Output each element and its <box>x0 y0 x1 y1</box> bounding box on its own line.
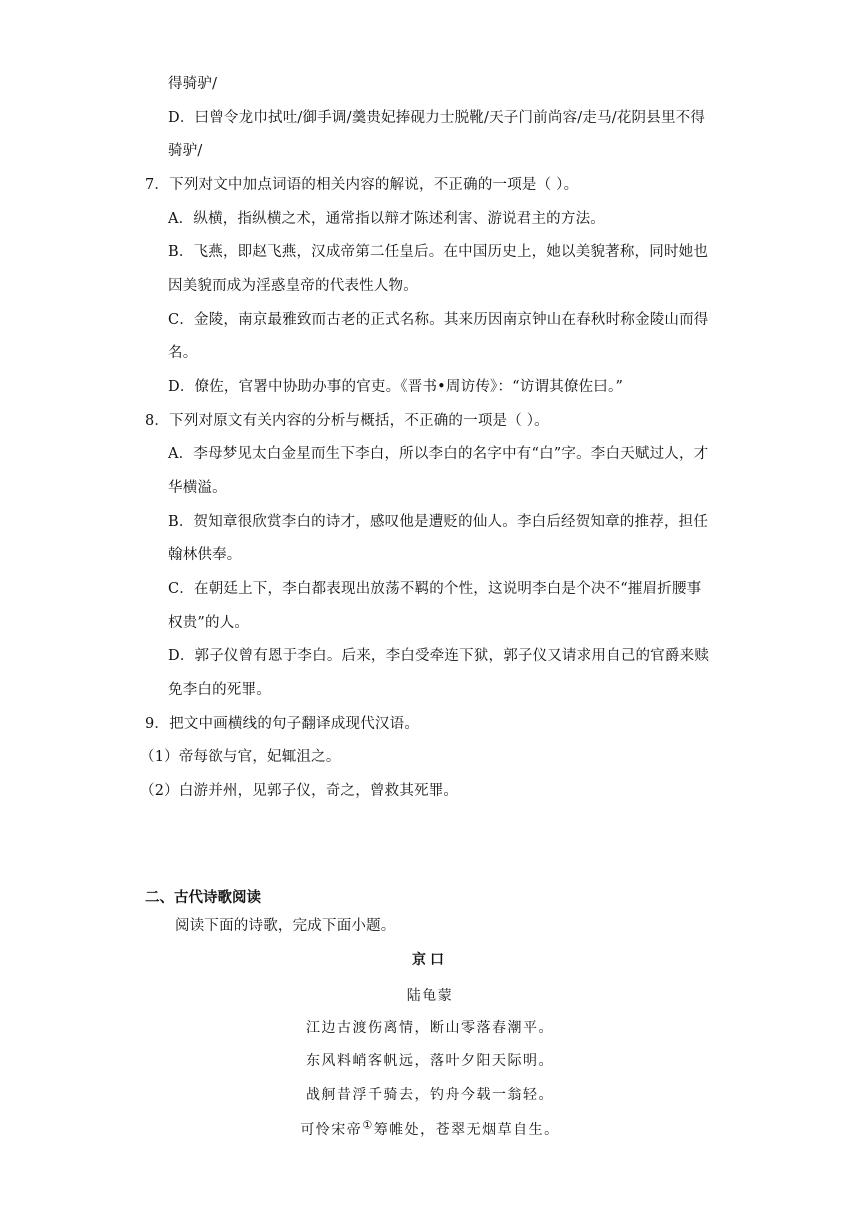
q8-option-a-cont: 华横溢。 <box>168 480 227 496</box>
text-line: 得骑驴/ <box>168 76 218 92</box>
poem-line-4-start: 可怜宋帝 <box>300 1122 363 1138</box>
section-instruction: 阅读下面的诗歌，完成下面小题。 <box>175 918 396 934</box>
q8-option-c: C．在朝廷上下，李白都表现出放荡不羁的个性，这说明李白是个决不“摧眉折腰事 <box>168 581 702 597</box>
poem-title: 京口 <box>412 952 448 968</box>
q8-option-d: D．郭子仪曾有恩于李白。后来，李白受牵连下狱，郭子仪又请求用自己的官爵来赎 <box>168 648 710 664</box>
q7-option-c: C．金陵，南京最雅致而古老的正式名称。其来历因南京钟山在春秋时称金陵山而得 <box>168 312 709 328</box>
section-title: 二、古代诗歌阅读 <box>145 890 261 906</box>
footnote-marker: ① <box>362 1118 374 1132</box>
q7-option-d: D．僚佐，官署中协助办事的官吏。《晋书•周访传》：“访谓其僚佐曰。” <box>168 379 624 395</box>
text-line: 骑驴/ <box>168 143 203 159</box>
q7-option-b: B．飞燕，即赵飞燕，汉成帝第二任皇后。在中国历史上，她以美貌著称，同时她也 <box>168 244 709 260</box>
option-d-line: D．曰曾令龙巾拭吐/御手调/羹贵妃捧砚力士脱靴/天子门前尚容/走马/花阴县里不得 <box>168 110 706 126</box>
q7-option-b-cont: 因美貌而成为淫惑皇帝的代表性人物。 <box>168 278 418 294</box>
poem-line-3: 战舸昔浮千骑去，钓舟今载一翁轻。 <box>306 1087 554 1103</box>
q8-option-d-cont: 免李白的死罪。 <box>168 682 271 698</box>
q9-part-1: （1）帝每欲与官，妃辄沮之。 <box>140 749 341 765</box>
q8-option-b: B．贺知章很欣赏李白的诗才，感叹他是遭贬的仙人。李白后经贺知章的推荐，担任 <box>168 514 709 530</box>
q8-option-c-cont: 权贵”的人。 <box>168 615 250 631</box>
poem-line-2: 东风料峭客帆远，落叶夕阳天际明。 <box>306 1053 554 1069</box>
poem-line-4-end: 筹帷处，苍翠无烟草自生。 <box>373 1122 560 1138</box>
poem-author: 陆龟蒙 <box>406 988 454 1004</box>
question-9: 9．把文中画横线的句子翻译成现代汉语。 <box>145 716 420 732</box>
question-7: 7．下列对文中加点词语的相关内容的解说，不正确的一项是（ ）。 <box>145 177 579 193</box>
q7-option-c-cont: 名。 <box>168 345 198 361</box>
q8-option-b-cont: 翰林供奉。 <box>168 547 242 563</box>
q9-part-2: （2）白游并州，见郭子仪，奇之，曾救其死罪。 <box>140 783 459 799</box>
poem-line-4 <box>0 1120 860 1140</box>
question-8: 8．下列对原文有关内容的分析与概括，不正确的一项是（ ）。 <box>145 413 549 429</box>
poem-line-1: 江边古渡伤离情，断山零落春潮平。 <box>306 1020 554 1036</box>
q7-option-a: A．纵横，指纵横之术，通常指以辩才陈述利害、游说君主的方法。 <box>168 211 605 227</box>
q8-option-a: A．李母梦见太白金星而生下李白，所以李白的名字中有“白”字。李白天赋过人，才 <box>168 446 709 462</box>
